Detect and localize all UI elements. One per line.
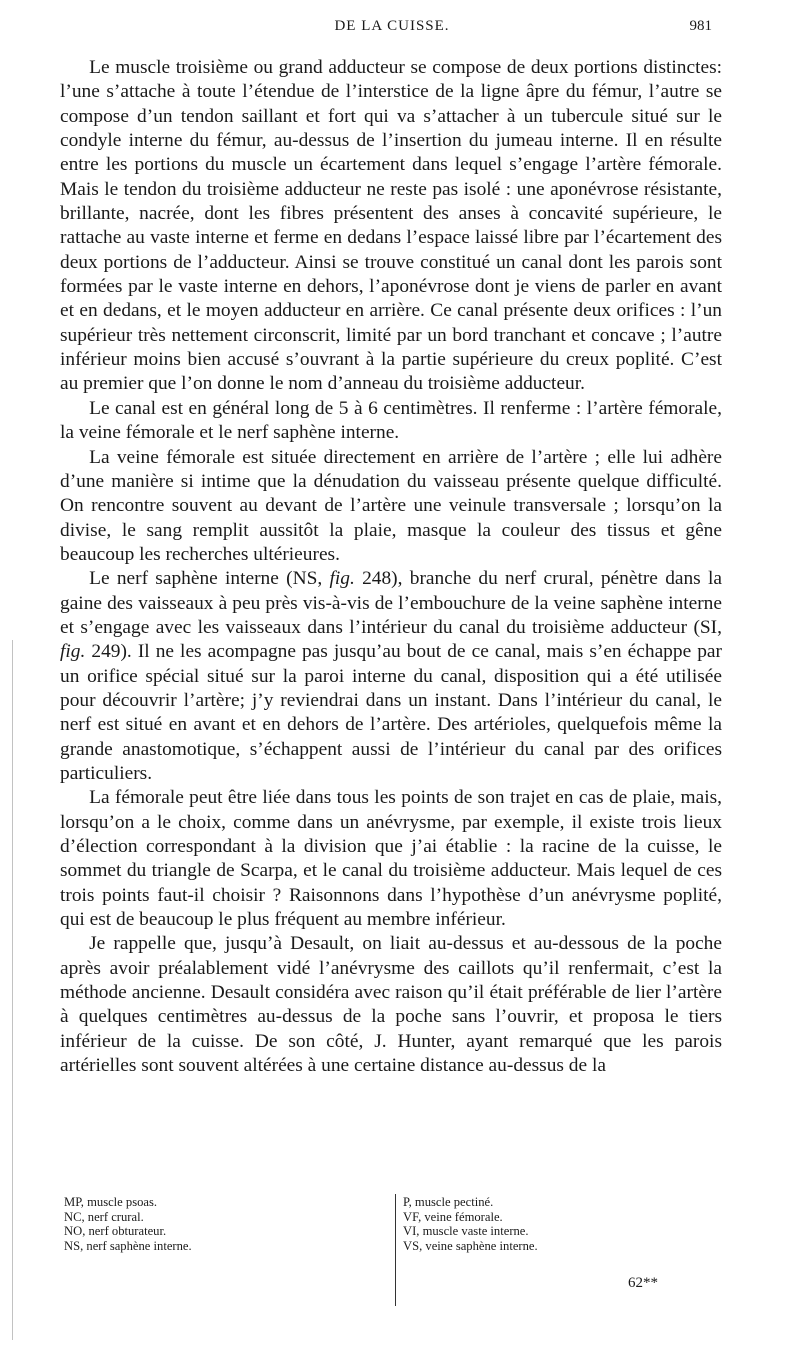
page-header [72, 18, 712, 44]
paragraph: Le canal est en général long de 5 à 6 centimètres. Il renferme : l’artère fémorale, la veine fémorale et le nerf saphène interne. [60, 397, 722, 444]
legend-item: NO, nerf obturateur. [64, 1224, 167, 1238]
body-text [60, 56, 722, 1078]
legend-item: NC, nerf crural. [64, 1209, 144, 1224]
figure-legend-left [64, 1195, 384, 1253]
legend-item: VI, muscle vaste interne. [403, 1224, 529, 1238]
figure-legend-right [403, 1195, 723, 1253]
legend-item: VF, veine fémorale. [403, 1209, 503, 1224]
paragraph: La veine fémorale est située directement en arrière de l’artère ; elle lui adhère d’une manière si intime que la dénudation du vaisseau présente quelque difficulté. On rencontre souvent au devant de l’artère une veinule transversale ; lorsqu’on la divise, le sang remplit aussitôt la plaie, masque la couleur des tissus et gêne beaucoup les recherches ultérieures. [60, 446, 722, 565]
legend-item: P, muscle pectiné. [403, 1195, 494, 1209]
legend-item: NS, nerf saphène interne. [64, 1238, 192, 1253]
legend-divider [395, 1194, 396, 1306]
running-title: DE LA CUISSE. [334, 18, 450, 34]
paragraph: Je rappelle que, jusqu’à Desault, on liait au-dessus et au-dessous de la poche après avoir préalablement vidé l’anévrysme des caillots qu’il renfermait, c’est la méthode ancienne. Desault considéra avec raison qu’il était préférable de lier l’artère à quelques centimètres au-dessus de la poche sans l’ouvrir, et proposa le tiers inférieur de la cuisse. De son côté, J. Hunter, ayant remarqué que les parois artérielles sont souvent altérées à une certaine distance au-dessus de la [60, 933, 722, 1077]
legend-item: MP, muscle psoas. [64, 1195, 158, 1209]
paragraph: Le nerf saphène interne (NS, fig. 248), branche du nerf crural, pénètre dans la gaine des vaisseaux à peu près vis-à-vis de l’embouchure de la veine saphène interne et s’engage avec les vaisseaux dans l’intérieur du canal du troisième adducteur (SI, fig. 249). Il ne les acompagne pas jusqu’au bout de ce canal, mais s’en échappe par un orifice spécial situé sur la paroi interne du canal, disposition qui a été utilisée pour découvrir l’artère; j’y reviendrai dans un instant. Dans l’intérieur du canal, le nerf est situé en avant et en dehors de l’artère. Des artérioles, quelquefois même la grande anastomotique, s’échappent aussi de l’intérieur du canal par des orifices particuliers. [60, 568, 722, 784]
paragraph: La fémorale peut être liée dans tous les points de son trajet en cas de plaie, mais, lorsqu’on a le choix, comme dans un anévrysme, par exemple, il existe trois lieux d’élection correspondant à la division que j’ai établie : la racine de la cuisse, le sommet du triangle de Scarpa, et le canal du troisième adducteur. Mais lequel de ces trois points faut-il choisir ? Raisonnons dans l’hypothèse d’un anévrysme poplité, qui est de beaucoup le plus fréquent au membre inférieur. [60, 787, 722, 931]
page-number: 981 [689, 18, 712, 34]
signature-mark: 62** [628, 1275, 658, 1291]
legend-item: VS, veine saphène interne. [403, 1238, 538, 1253]
paragraph: Le muscle troisième ou grand adducteur se compose de deux portions distinctes: l’une s’attache à toute l’étendue de l’interstice de la ligne âpre du fémur, l’autre se compose d’un tendon saillant et fort qui va s’attacher à un tubercule situé sur le condyle interne du fémur, au-dessus de l’insertion du jumeau interne. Il en résulte entre les portions du muscle un écartement dans lequel s’engage l’artère fémorale. Mais le tendon du troisième adducteur ne reste pas isolé : une aponévrose résistante, brillante, nacrée, dont les fibres présentent des anses à concavité supérieure, le rattache au vaste interne et ferme en dedans l’espace laissé libre par l’écartement des deux portions de l’adducteur. Ainsi se trouve constitué un canal dont les parois sont formées par le vaste interne en dehors, l’aponévrose dont je viens de parler en avant et en dedans, et le moyen adducteur en arrière. Ce canal présente deux orifices : l’un supérieur très nettement circonscrit, limité par un bord tranchant et concave ; l’autre inférieur moins bien accusé s’ouvrant à la partie supérieure du creux poplité. C’est au premier que l’on donne le nom d’anneau du troisième adducteur. [60, 57, 722, 395]
page-edge-shadow [12, 640, 13, 1340]
